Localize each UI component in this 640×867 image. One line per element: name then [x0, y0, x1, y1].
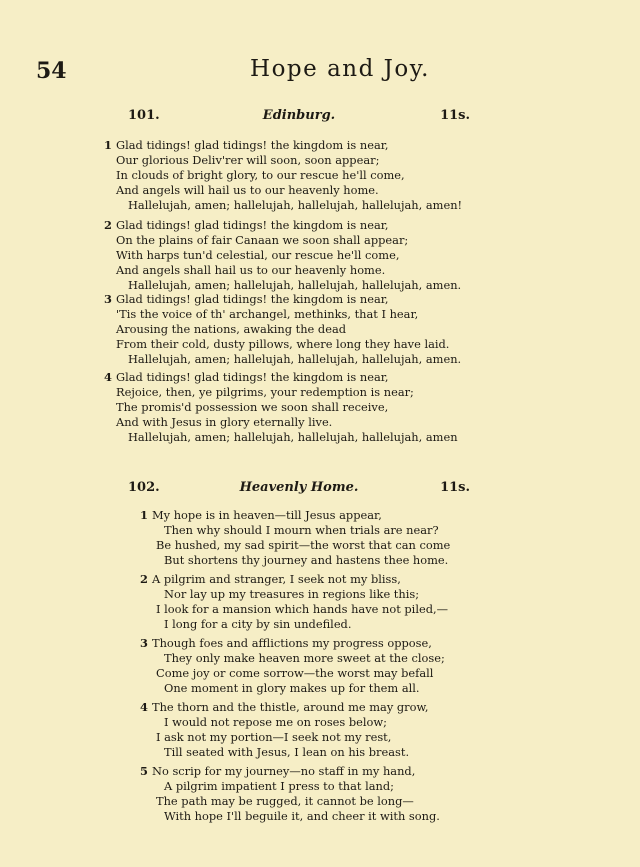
stanza-number: 3 [104, 292, 112, 306]
verse-line: I long for a city by sin undefiled. [164, 617, 352, 631]
verse-line: One moment in glory makes up for them all. [164, 681, 420, 695]
verse-line: In clouds of bright glory, to our rescue he'll come, [116, 168, 405, 182]
stanza-number: 3 [140, 636, 148, 650]
hymn-102-header [128, 480, 470, 498]
stanza-number: 2 [104, 218, 112, 232]
stanza-number: 5 [140, 764, 148, 778]
hymn-102-stanza-5 [104, 764, 504, 824]
page-number: 54 [36, 58, 67, 84]
refrain-line: Hallelujah, amen; hallelujah, hallelujah, hallelujah, amen. [128, 352, 462, 366]
hymn-meter: 11s. [440, 108, 470, 123]
verse-line: Though foes and afflictions my progress oppose, [152, 636, 432, 650]
verse-line: My hope is in heaven—till Jesus appear, [152, 508, 382, 522]
verse-line: With harps tun'd celestial, our rescue he'll come, [116, 248, 400, 262]
hymn-101-stanza-1 [104, 138, 504, 213]
verse-line: They only make heaven more sweet at the close; [164, 651, 445, 665]
verse-line: The path may be rugged, it cannot be long— [156, 794, 414, 808]
verse-line: A pilgrim and stranger, I seek not my bliss, [152, 572, 401, 586]
hymn-101-stanza-2 [104, 218, 504, 293]
stanza-number: 2 [140, 572, 148, 586]
verse-line: Glad tidings! glad tidings! the kingdom is near, [116, 292, 389, 306]
verse-line: Then why should I mourn when trials are near? [164, 523, 439, 537]
verse-line: Till seated with Jesus, I lean on his breast. [164, 745, 410, 759]
verse-line: From their cold, dusty pillows, where long they have laid. [116, 337, 450, 351]
refrain-line: Hallelujah, amen; hallelujah, hallelujah, hallelujah, amen. [128, 278, 462, 292]
hymn-number: 101. [128, 108, 160, 123]
hymn-102-stanza-4 [104, 700, 504, 760]
verse-line: Arousing the nations, awaking the dead [116, 322, 347, 336]
verse-line: With hope I'll beguile it, and cheer it with song. [164, 809, 440, 823]
hymn-102-stanza-1 [104, 508, 504, 568]
verse-line: Be hushed, my sad spirit—the worst that can come [156, 538, 451, 552]
verse-line: And with Jesus in glory eternally live. [116, 415, 333, 429]
verse-line: Rejoice, then, ye pilgrims, your redemption is near; [116, 385, 414, 399]
verse-line: The promis'd possession we soon shall receive, [116, 400, 389, 414]
verse-line: I would not repose me on roses below; [164, 715, 388, 729]
hymn-tune: Edinburg. [262, 108, 336, 123]
hymn-meter: 11s. [440, 480, 470, 495]
stanza-number: 4 [104, 370, 112, 384]
verse-line: Glad tidings! glad tidings! the kingdom is near, [116, 138, 389, 152]
verse-line: But shortens thy journey and hastens thee home. [164, 553, 449, 567]
hymn-101-header [128, 108, 470, 126]
verse-line: Nor lay up my treasures in regions like this; [164, 587, 420, 601]
page-title: Hope and Joy. [250, 56, 430, 82]
stanza-number: 1 [104, 138, 112, 152]
verse-line: Come joy or come sorrow—the worst may befall [156, 666, 434, 680]
verse-line: And angels shall hail us to our heavenly home. [116, 263, 386, 277]
verse-line: A pilgrim impatient I press to that land; [164, 779, 395, 793]
stanza-number: 1 [140, 508, 148, 522]
hymn-number: 102. [128, 480, 160, 495]
stanza-number: 4 [140, 700, 148, 714]
verse-line: The thorn and the thistle, around me may grow, [152, 700, 429, 714]
refrain-line: Hallelujah, amen; hallelujah, hallelujah, hallelujah, amen! [128, 198, 463, 212]
hymn-102-stanza-3 [104, 636, 504, 696]
verse-line: I look for a mansion which hands have not piled,— [156, 602, 449, 616]
verse-line: No scrip for my journey—no staff in my hand, [152, 764, 416, 778]
verse-line: On the plains of fair Canaan we soon shall appear; [116, 233, 409, 247]
hymn-101-stanza-4 [104, 370, 504, 445]
verse-line: Our glorious Deliv'rer will soon, soon appear; [116, 153, 380, 167]
verse-line: I ask not my portion—I seek not my rest, [156, 730, 392, 744]
hymn-102-stanza-2 [104, 572, 504, 632]
hymn-101-stanza-3 [104, 292, 504, 367]
refrain-line: Hallelujah, amen; hallelujah, hallelujah, hallelujah, amen [128, 430, 458, 444]
hymn-tune: Heavenly Home. [239, 480, 359, 495]
verse-line: Glad tidings! glad tidings! the kingdom is near, [116, 370, 389, 384]
verse-line: 'Tis the voice of th' archangel, methinks, that I hear, [116, 307, 419, 321]
verse-line: And angels will hail us to our heavenly home. [116, 183, 379, 197]
verse-line: Glad tidings! glad tidings! the kingdom is near, [116, 218, 389, 232]
